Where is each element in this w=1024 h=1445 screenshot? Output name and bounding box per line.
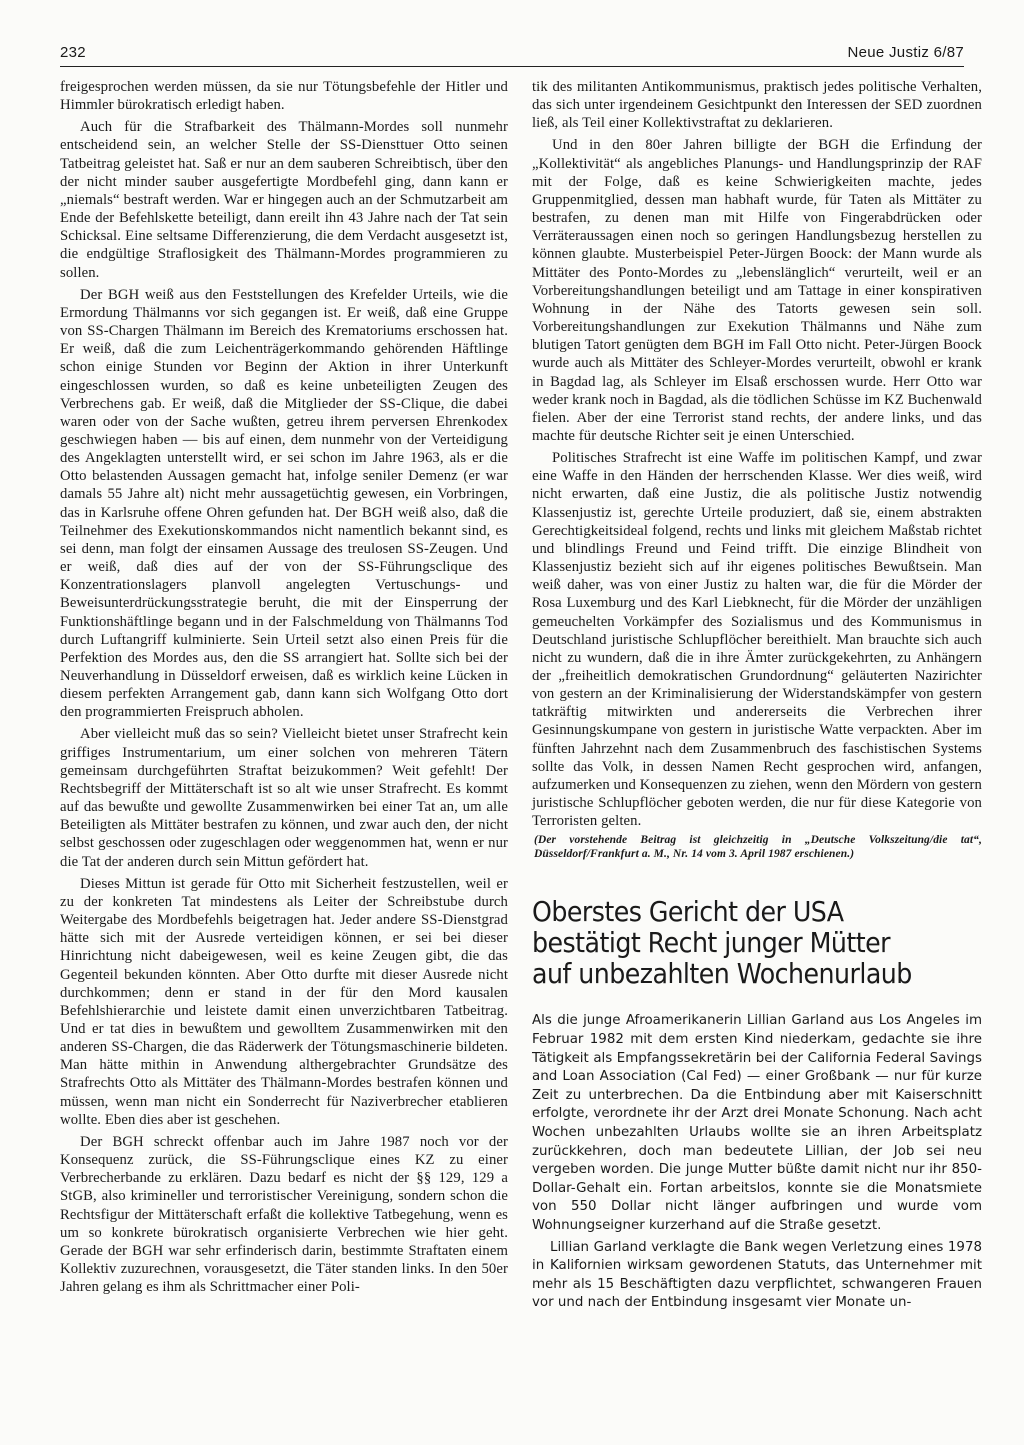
source-note: (Der vorstehende Beitrag ist gleichzeitig in „Deutsche Volkszeitung/die tat“, Düsseldorf/Frankfurt a. M., Nr. 14 vom 3. April 1987 erschienen.): [534, 834, 982, 860]
paragraph: Und in den 80er Jahren billigte der BGH die Erfindung der „Kollektivität“ als angebliches Planungs- und Handlungsprinzip der RAF mit der Folge, daß es keine Schwierigkeiten machte, jedes Gruppenmitglied, dessen man habhaft wurde, für Taten als Mittäter zu bestrafen, zu denen man mit Hilfe von Fingerabdrücken oder Verräteraussagen einen noch so geringen Handlungsbezug herstellen zu können glaubte. Musterbeispiel Peter-Jürgen Boock: der Mann wurde als Mittäter des Ponto-Mordes zu „lebenslänglich“ verurteilt, weil er an Vorbereitungshandlungen beteiligt und am Tattage in einer konspirativen Wohnung in der Nähe des Tatorts gewesen sein soll. Vorbereitungshandlungen zur Exekution Thälmanns und Nähe zum blutigen Tatort genügten dem BGH im Fall Otto nicht. Peter-Jürgen Boock wurde auch als Mittäter des Schleyer-Mordes verurteilt, obwohl er krank in Bagdad lag, als Schleyer im Elsaß erschossen wurde. Herr Otto war weder krank noch in Bagdad, als die tödlichen Schüsse im KZ Buchenwald fielen. Aber der eine Terrorist stand rechts, der andere links, und das machte für deutsche Richter seit je einen Unterschied.: [532, 137, 982, 444]
paragraph: Der BGH schreckt offenbar auch im Jahre 1987 noch vor der Konsequenz zurück, die SS-Führungsclique eines KZ zu einer Verbrecherbande zu erklären. Dazu bedarf es nicht der §§ 129, 129 a StGB, also krimineller und terroristischer Vereinigung, sondern schon die Rechtsfigur der Mittäterschaft erfaßt die kollektive Tatbegehung, wenn es um so konkrete bürokratisch organisierte Verbrechen wie hier geht. Gerade der BGH war sehr erfinderisch darin, bestimmte Straftaten einem Kollektiv zuzurechnen, vorausgesetzt, die Täter standen links. In den 50er Jahren gelang es ihm als Schrittmacher einer Poli-: [60, 1133, 508, 1296]
headline-line: bestätigt Recht junger Mütter: [532, 927, 890, 960]
headline-line: auf unbezahlten Wochenurlaub: [532, 958, 912, 991]
paragraph: Dieses Mittun ist gerade für Otto mit Sicherheit festzustellen, weil er zu der konkreten Tat mindestens als Leiter der Schreibstube durch Weitergabe des Mordbefehls beigetragen hat. Jeder andere SS-Dienstgrad hätte sich mit der Ausrede verteidigen können, er sei bei dieser Hinrichtung nicht dabeigewesen, weil es keine Zeugen gibt, die das Gegenteil bekunden könnten. Aber Otto durfte mit dieser Ausrede nicht durchkommen; denn er stand in der für den Mord kausalen Befehlshierarchie und leistete damit einen unverzichtbaren Tatbeitrag. Und er tat dies in bewußtem und gewolltem Zusammenwirken mit den anderen SS-Chargen, die das Räderwerk der Tötungsmaschinerie bildeten. Man hätte mithin in Anwendung althergebrachter Grundsätze des Strafrechts Otto als Mittäter des Thälmann-Mordes bestrafen können und müssen, wenn man nicht ein Sonderrecht für Naziverbrecher etablieren wollte. Eben dies aber ist geschehen.: [60, 875, 508, 1128]
page-number: 232: [60, 44, 86, 61]
article-body: [532, 1012, 982, 1313]
paragraph: Aber vielleicht muß das so sein? Vielleicht bietet unser Strafrecht kein griffiges Instrumentarium, um einer solchen von mehreren Tätern gemeinsam durchgeführten Straftat beizukommen? Weit gefehlt! Der Rechtsbegriff der Mittäterschaft ist so alt wie unser Strafrecht. Es kommt auf das bewußte und gewollte Zusammenwirken bei einer Tat an, um alle Beteiligten als Mittäter bestrafen zu können, und zwar auch den, der nicht selbst geschossen oder zugeschlagen oder weggenommen hat, wenn er nur die Tat der anderen durch sein Mittun gefördert hat.: [60, 726, 508, 870]
left-column: [60, 78, 508, 1300]
page-header: [60, 44, 964, 67]
paragraph: Politisches Strafrecht ist eine Waffe im politischen Kampf, und zwar eine Waffe in den Händen der herrschenden Klasse. Wer dies weiß, wird nicht erwarten, daß eine Justiz, die als politische Justiz notwendig Klassenjustiz ist, gerechte Urteile produziert, daß sie, einem abstrakten Gerechtigkeitsideal folgend, rechts und links mit gleichem Maßstab richtet und blindlings Freund und Feind trifft. Die einzige Blindheit von Klassenjustiz bezieht sich auf ihr eigenes politisches Bewußtsein. Man weiß daher, was von einer Justiz zu halten war, die für die Mörder der Rosa Luxemburg und des Karl Liebknecht, für die Mörder der unzähligen gemeuchelten Vorkämpfer des Sozialismus und des Kommunismus in Deutschland juristische Schlupflöcher bereithielt. Man brauchte sich auch nicht zu wundern, daß die in ihre Ämter zurückgekehrten, zu Anhängern der „freiheitlich demokratischen Grundordnung“ geläuterten Nazirichter von gestern an der Kriminalisierung der Widerstandskämpfer von gestern tatkräftig mitwirkten und andererseits die Verbrechen ihrer Gesinnungskumpane von gestern in juristische Watte verpackten. Aber im fünften Jahrzehnt nach dem Zusammenbruch des faschistischen Systems sollte das Volk, in dessen Namen Recht gesprochen wird, anfangen, aufzumerken und Konsequenzen zu ziehen, wenn den Mördern von gestern juristische Schlupflöcher geboten werden, die nur für diese Kategorie von Terroristen gelten.: [532, 450, 982, 830]
paragraph: Als die junge Afroamerikanerin Lillian Garland aus Los Angeles im Februar 1982 mit dem ersten Kind niederkam, gedachte sie ihre Tätigkeit als Empfangssekretärin bei der California Federal Savings and Loan Association (Cal Fed) — einer Großbank — nur für kurze Zeit zu unterbrechen. Da die Entbindung aber mit Kaiserschnitt erfolgte, verordnete ihr der Arzt drei Monate Schonung. Nach acht Wochen unbezahlten Urlaubs wollte sie an ihren Arbeitsplatz zurückkehren, doch man bedeutete Lillian, der Job sei neu vergeben worden. Die junge Mutter büßte damit nicht nur ihr 850-Dollar-Gehalt ein. Fortan arbeitslos, konnte sie die Monatsmiete von 550 Dollar nicht länger aufbringen und wurde vom Wohnungseigner kurzerhand auf die Straße gesetzt.: [532, 1013, 982, 1233]
paragraph: freigesprochen werden müssen, da sie nur Tötungsbefehle der Hitler und Himmler bürokratisch erledigt haben.: [60, 79, 508, 114]
right-column: [532, 78, 982, 1316]
journal-issue: Neue Justiz 6/87: [847, 44, 964, 61]
headline-line: Oberstes Gericht der USA: [532, 896, 844, 929]
article-headline: [532, 897, 983, 990]
paragraph: tik des militanten Antikommunismus, praktisch jedes politische Verhalten, das sich unter irgendeinem Gesichtpunkt den Interessen der SED zuordnen ließ, als Teil einer Kollektivstraftat zu deklarieren.: [532, 79, 982, 132]
paragraph: Der BGH weiß aus den Feststellungen des Krefelder Urteils, wie die Ermordung Thälmanns vor sich gegangen ist. Er weiß, daß eine Gruppe von SS-Chargen Thälmann im Bereich des Krematoriums erschossen hat. Er weiß, daß die zum Leichenträgerkommando gehörenden Häftlinge schon einige Stunden vor Beginn der Aktion in ihrer Unterkunft eingeschlossen wurden, so daß es keine unbeteiligten Zeugen des Verbrechens gab. Er weiß, daß die Mitglieder der SS-Clique, die dabei waren oder von der Sache wußten, getreu ihrem perversen Ehrenkodex geschwiegen haben — bis auf einen, dem nunmehr von der Verteidigung des Angeklagten unterstellt wird, er sei schon im Jahre 1963, als er die Otto belastenden Aussagen gemacht hat, infolge seniler Demenz (er war damals 55 Jahre alt) nicht mehr aussagetüchtig gewesen, ein Vorbringen, das in Karlsruhe offene Ohren gefunden hat. Der BGH weiß also, daß die Teilnehmer des Exekutionskommandos nicht namentlich bekannt sind, es sei denn, man folgt der einsamen Aussage des treulosen SS-Zeugen. Und er weiß, daß dies auf der von der SS-Führungsclique des Konzentrationslagers planvoll angelegten Vertuschungs- und Beweisunterdrückungsstrategie beruht, die mit der Einsperrung der Funktionshäftlinge begann und in der Falschmeldung von Thälmanns Tod durch Luftangriff kulminierte. Sein Urteil setzt also einen Preis für die Perfektion des Mordes aus, den die SS arrangiert hat. Sollte sich bei der Neuverhandlung in Düsseldorf erweisen, daß es wirklich keine Lücken in diesem perfekten Arrangement gab, dann kann sich Wolfgang Otto dort den programmierten Freispruch abholen.: [60, 286, 508, 721]
paragraph: Lillian Garland verklagte die Bank wegen Verletzung eines 1978 in Kalifornien wirksam gewordenen Statuts, das Unternehmer mit mehr als 15 Beschäftigten dazu verpflichtet, schwangeren Frauen vor und nach der Entbindung insgesamt vier Monate un-: [532, 1239, 982, 1311]
paragraph: Auch für die Strafbarkeit des Thälmann-Mordes soll nunmehr entscheidend sein, an welcher Stelle der SS-Diensttuer Otto seinen Tatbeitrag geleistet hat. Saß er nur an dem sauberen Schreibtisch, über den der nicht minder sauber ausgefertigte Mordbefehl ging, dann kann er „niemals“ bestraft werden. War er hingegen auch an der Schmutzarbeit am Ende der Befehlskette beteiligt, dann ereilt ihn 43 Jahre nach der Tat sein Schicksal. Eine seltsame Differenzierung, die dem Verdacht ausgesetzt ist, die endgültige Straflosigkeit des Thälmann-Mordes programmieren zu sollen.: [60, 119, 508, 281]
